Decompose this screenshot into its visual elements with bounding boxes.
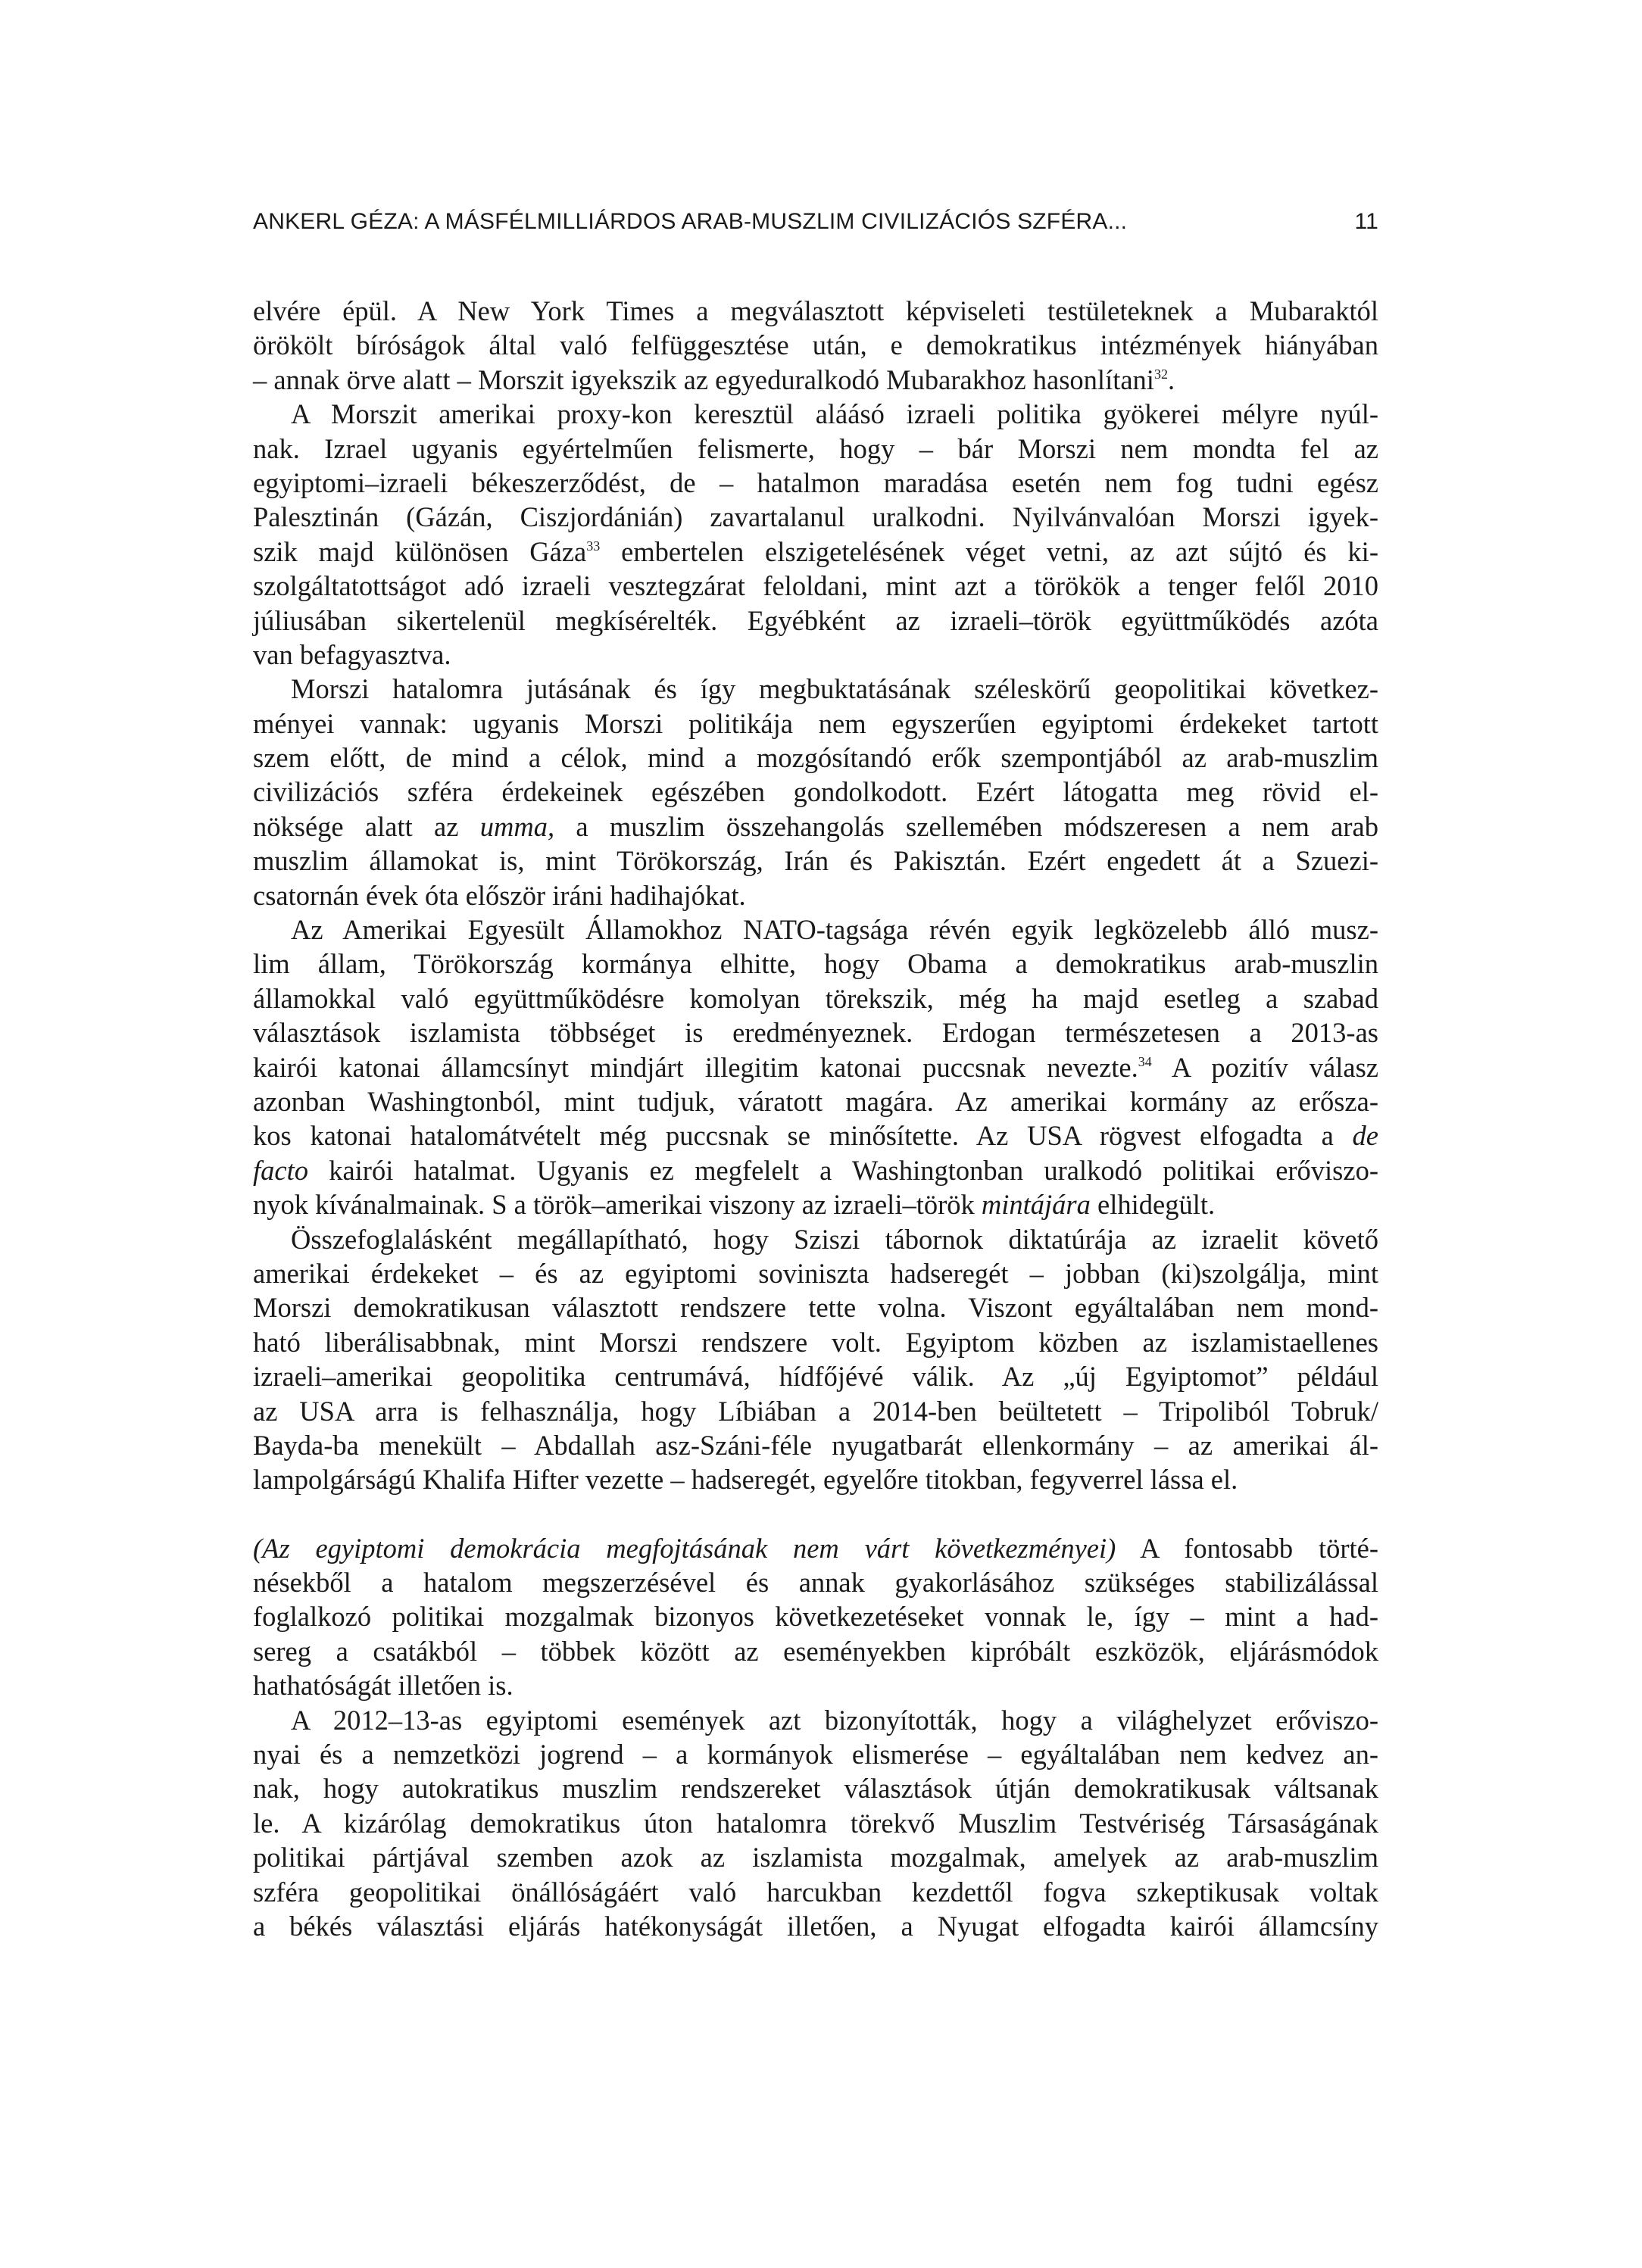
text-line: csatornán évek óta először iráni hadihajókat. [253, 879, 746, 911]
text-line: szféra geopolitikai önállóságáért való harcukban kezdettől fogva szkeptikusak voltak [253, 1876, 1378, 1908]
footnote-ref: 34 [1138, 1053, 1152, 1069]
text-fragment: nöksége alatt az [253, 810, 480, 842]
text-line: azonban Washingtonból, mint tudjuk, váratott magára. Az amerikai kormány az erősza- [253, 1085, 1378, 1117]
text-line: Az Amerikai Egyesült Államokhoz NATO-tagsága révén egyik legközelebb álló musz- [291, 914, 1378, 946]
paragraph [253, 294, 1378, 397]
text-fragment: kairói hatalmat. Ugyanis ez megfelelt a Washingtonban uralkodó politikai erőviszo- [307, 1154, 1378, 1186]
italic-term: facto [253, 1154, 308, 1186]
footnote-ref: 33 [586, 538, 601, 554]
text-line: amerikai érdekeket – és az egyiptomi soviniszta hadseregét – jobban (ki)szolgálja, mint [253, 1257, 1378, 1289]
paragraph [253, 1703, 1378, 1944]
section-heading: (Az egyiptomi demokrácia megfojtásának nem várt következményei) [253, 1532, 1116, 1564]
paragraph [253, 1531, 1378, 1703]
text-line: államokkal való együttműködésre komolyan törekszik, még ha majd esetleg a szabad [253, 982, 1378, 1014]
page-number: 11 [1354, 209, 1378, 234]
text-line: szolgáltatottságot adó izraeli vesztegzárat feloldani, mint azt a törökök a tenger felől 2010 [253, 570, 1378, 602]
text-line: civilizációs szféra érdekeinek egészében gondolkodott. Ezért látogatta meg rövid el- [253, 776, 1378, 808]
text-line: Bayda-ba menekült – Abdallah asz-Száni-féle nyugatbarát ellenkormány – az amerikai ál- [253, 1429, 1378, 1461]
running-header [253, 203, 1378, 241]
text-line: nyai és a nemzetközi jogrend – a kormányok elismerése – egyáltalában nem kedvez an- [253, 1739, 1378, 1770]
text-fragment: kairói katonai államcsínyt mindjárt illegitim katonai puccsnak nevezte. [253, 1051, 1138, 1083]
text-line: muszlim államokat is, mint Törökország, Irán és Pakisztán. Ezért engedett át a Szuezi- [253, 845, 1378, 877]
italic-term: de [1352, 1120, 1378, 1152]
text-line: hathatóságát illetően is. [253, 1670, 514, 1702]
text-line [253, 535, 1378, 569]
paragraph [253, 1222, 1378, 1497]
text-fragment: A fontosabb törté- [1116, 1532, 1378, 1564]
text-line: van befagyasztva. [253, 638, 451, 670]
text-fragment: . [1167, 363, 1175, 395]
text-fragment: nyok kívánalmainak. S a török–amerikai viszony az izraeli–török [253, 1189, 982, 1221]
text-line: A 2012–13-as egyiptomi események azt bizonyították, hogy a világhelyzet erőviszo- [291, 1704, 1378, 1736]
text-line: ményei vannak: ugyanis Morszi politikája nem egyszerűen egyiptomi érdekeket tartott [253, 707, 1378, 739]
text-line: az USA arra is felhasználja, hogy Líbiában a 2014-ben beültetett – Tripoliból Tobruk/ [253, 1395, 1378, 1427]
text-line [253, 1187, 1378, 1221]
text-line: lampolgárságú Khalifa Hifter vezette – hadseregét, egyelőre titokban, fegyverrel lássa el. [253, 1464, 1238, 1496]
paragraph [253, 913, 1378, 1222]
text-fragment: kos katonai hatalomátvételt még puccsnak se minősítette. Az USA rögvest elfogadta a [253, 1120, 1353, 1152]
text-line: Palesztinán (Gázán, Ciszjordánián) zavartalanul uralkodni. Nyilvánvalóan Morszi igyek- [253, 501, 1378, 533]
text-line [253, 810, 1378, 844]
text-line: lim állam, Törökország kormánya elhitte, hogy Obama a demokratikus arab-muszlin [253, 948, 1378, 980]
text-line: izraeli–amerikai geopolitika centrumává, hídfőjévé válik. Az „új Egyiptomot” például [253, 1361, 1378, 1393]
paragraph [253, 397, 1378, 672]
running-title: ANKERL GÉZA: A MÁSFÉLMILLIÁRDOS ARAB-MUSZLIM CIVILIZÁCIÓS SZFÉRA... [253, 209, 1128, 234]
text-line: Összefoglalásként megállapítható, hogy Sziszi tábornok diktatúrája az izraelit követő [291, 1223, 1378, 1255]
text-line: A Morszit amerikai proxy-kon keresztül aláásó izraeli politika gyökerei mélyre nyúl- [291, 398, 1378, 430]
text-line: választások iszlamista többséget is eredményeznek. Erdogan természetesen a 2013-as [253, 1017, 1378, 1049]
italic-term: mintájára [981, 1189, 1091, 1221]
text-line [253, 1153, 1378, 1187]
text-line [253, 1050, 1378, 1084]
text-line: elvére épül. A New York Times a megválasztott képviseleti testületeknek a Mubaraktól [253, 295, 1378, 326]
text-line: a békés választási eljárás hatékonyságát illetően, a Nyugat elfogadta kairói államcsíny [253, 1910, 1378, 1942]
text-fragment: A pozitív válasz [1151, 1051, 1378, 1083]
text-line: szem előtt, de mind a célok, mind a mozgósítandó erők szempontjából az arab-muszlim [253, 742, 1378, 774]
text-line: foglalkozó politikai mozgalmak bizonyos következetéseket vonnak le, így – mint a had- [253, 1601, 1378, 1633]
text-fragment: szik majd különösen Gáza [253, 535, 587, 567]
main-text [253, 294, 1378, 1943]
text-line: Morszi hatalomra jutásának és így megbuktatásának széleskörű geopolitikai következ- [291, 673, 1378, 705]
paragraph [253, 672, 1378, 913]
text-fragment: elhidegült. [1090, 1189, 1216, 1221]
text-line: örökölt bíróságok által való felfüggesztése után, e demokratikus intézmények hiányában [253, 329, 1378, 361]
text-line: nak. Izrael ugyanis egyértelműen felismerte, hogy – bár Morszi nem mondta fel az [253, 432, 1378, 464]
text-fragment: – annak örve alatt – Morszit igyekszik az egyeduralkodó Mubarakhoz hasonlítani [253, 363, 1154, 395]
text-line: ható liberálisabbnak, mint Morszi rendszere volt. Egyiptom közben az iszlamistaellenes [253, 1326, 1378, 1358]
text-line [253, 363, 1378, 397]
text-line: júliusában sikertelenül megkísérelték. Egyébként az izraeli–török együttműködés azóta [253, 604, 1378, 636]
text-line: le. A kizárólag demokratikus úton hatalomra törekvő Muszlim Testvériség Társaságának [253, 1807, 1378, 1839]
text-line [253, 1118, 1378, 1153]
italic-term: umma, [479, 810, 555, 842]
text-fragment: embertelen elszigetelésének véget vetni, az azt sújtó és ki- [600, 535, 1378, 567]
text-line: sereg a csatákból – többek között az eseményekben kipróbált eszközök, eljárásmódok [253, 1635, 1378, 1667]
footnote-ref: 32 [1153, 366, 1168, 382]
text-fragment: a muszlim összehangolás szellemében módszeresen a nem arab [554, 810, 1378, 842]
section-gap [253, 1497, 1378, 1531]
text-line: nésekből a hatalom megszerzésével és annak gyakorlásához szükséges stabilizálással [253, 1567, 1378, 1599]
text-line: politikai pártjával szemben azok az iszlamista mozgalmak, amelyek az arab-muszlim [253, 1842, 1378, 1873]
text-line: nak, hogy autokratikus muszlim rendszereket választások útján demokratikusak váltsanak [253, 1773, 1378, 1805]
text-line [253, 1531, 1378, 1565]
text-line: egyiptomi–izraeli békeszerződést, de – hatalmon maradása esetén nem fog tudni egész [253, 466, 1378, 498]
text-line: Morszi demokratikusan választott rendszere tette volna. Viszont egyáltalában nem mond- [253, 1292, 1378, 1324]
